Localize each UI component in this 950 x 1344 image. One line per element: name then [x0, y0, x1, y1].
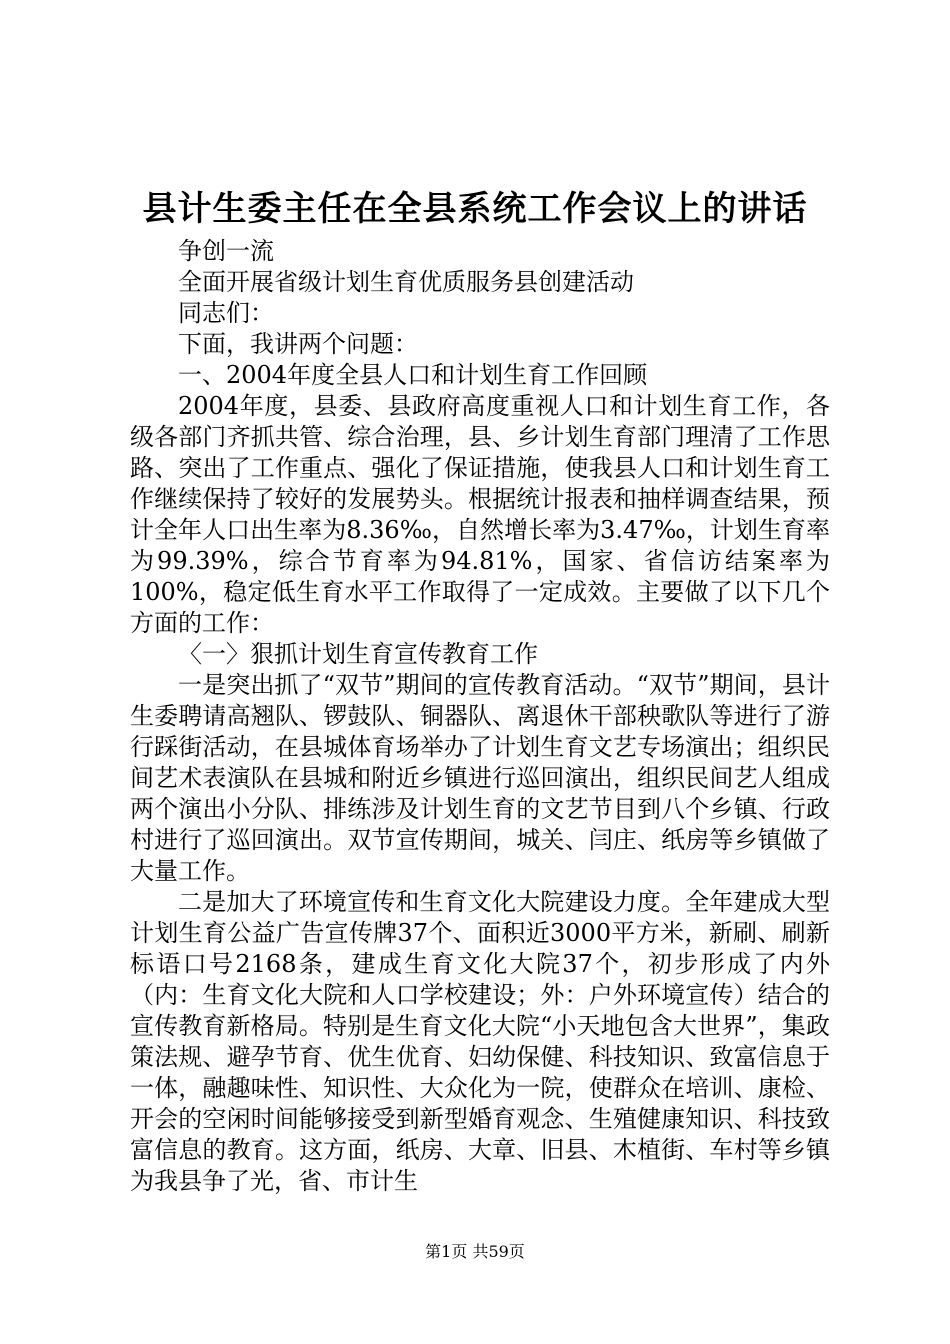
page-footer: 第1页 共59页 — [425, 1242, 525, 1261]
section-heading-1: 一、2004年度全县人口和计划生育工作回顾 — [178, 361, 648, 389]
body-paragraph: 二是加大了环境宣传和生育文化大院建设力度。全年建成大型计划生育公益广告宣传牌37个、面积近3000平方米，新刷、刷新标语口号2168条，建成生育文化大院37个，初步形成了内外（内：生育文化大院和人口学校建设；外：户外环境宣传）结合的宣传教育新格局。特别是生育文化大院“小天地包含大世界”，集政策法规、避孕节育、优生优育、妇幼保健、科技知识、致富信息于一体，融趣味性、知识性、大众化为一院，使群众在培训、康检、开会的空闲时间能够接受到新型婚育观念、生殖健康知识、科技致富信息的教育。这方面，纸房、大章、旧县、木植街、车村等乡镇为我县争了光，省、市计生 — [130, 888, 830, 1195]
subsection-heading-1: 〈一〉狠抓计划生育宣传教育工作 — [178, 640, 538, 668]
intro-line: 下面，我讲两个问题： — [178, 330, 418, 358]
document-title: 县计生委主任在全县系统工作会议上的讲话 — [142, 189, 808, 229]
body-paragraph: 2004年度，县委、县政府高度重视人口和计划生育工作，各级各部门齐抓共管、综合治理，县、乡计划生育部门理清了工作思路、突出了工作重点、强化了保证措施，使我县人口和计划生育工作继续保持了较好的发展势头。根据统计报表和抽样调查结果，预计全年人口出生率为8.36‰，自然增长率为3.47‰，计划生育率为99.39%，综合节育率为94.81%，国家、省信访结案率为100%，稳定低生育水平工作取得了一定成效。主要做了以下几个方面的工作： — [130, 392, 830, 637]
body-paragraph: 一是突出抓了“双节”期间的宣传教育活动。“双节”期间，县计生委聘请高翘队、锣鼓队、铜器队、离退休干部秧歌队等进行了游行踩街活动，在县城体育场举办了计划生育文艺专场演出；组织民间艺术表演队在县城和附近乡镇进行巡回演出，组织民间艺人组成两个演出小分队、排练涉及计划生育的文艺节目到八个乡镇、行政村进行了巡回演出。双节宣传期间，城关、闫庄、纸房等乡镇做了大量工作。 — [130, 671, 830, 885]
document-body — [130, 236, 830, 1197]
heading-line-1: 争创一流 — [178, 237, 274, 265]
salutation: 同志们： — [178, 299, 274, 327]
heading-line-2: 全面开展省级计划生育优质服务县创建活动 — [178, 268, 634, 296]
